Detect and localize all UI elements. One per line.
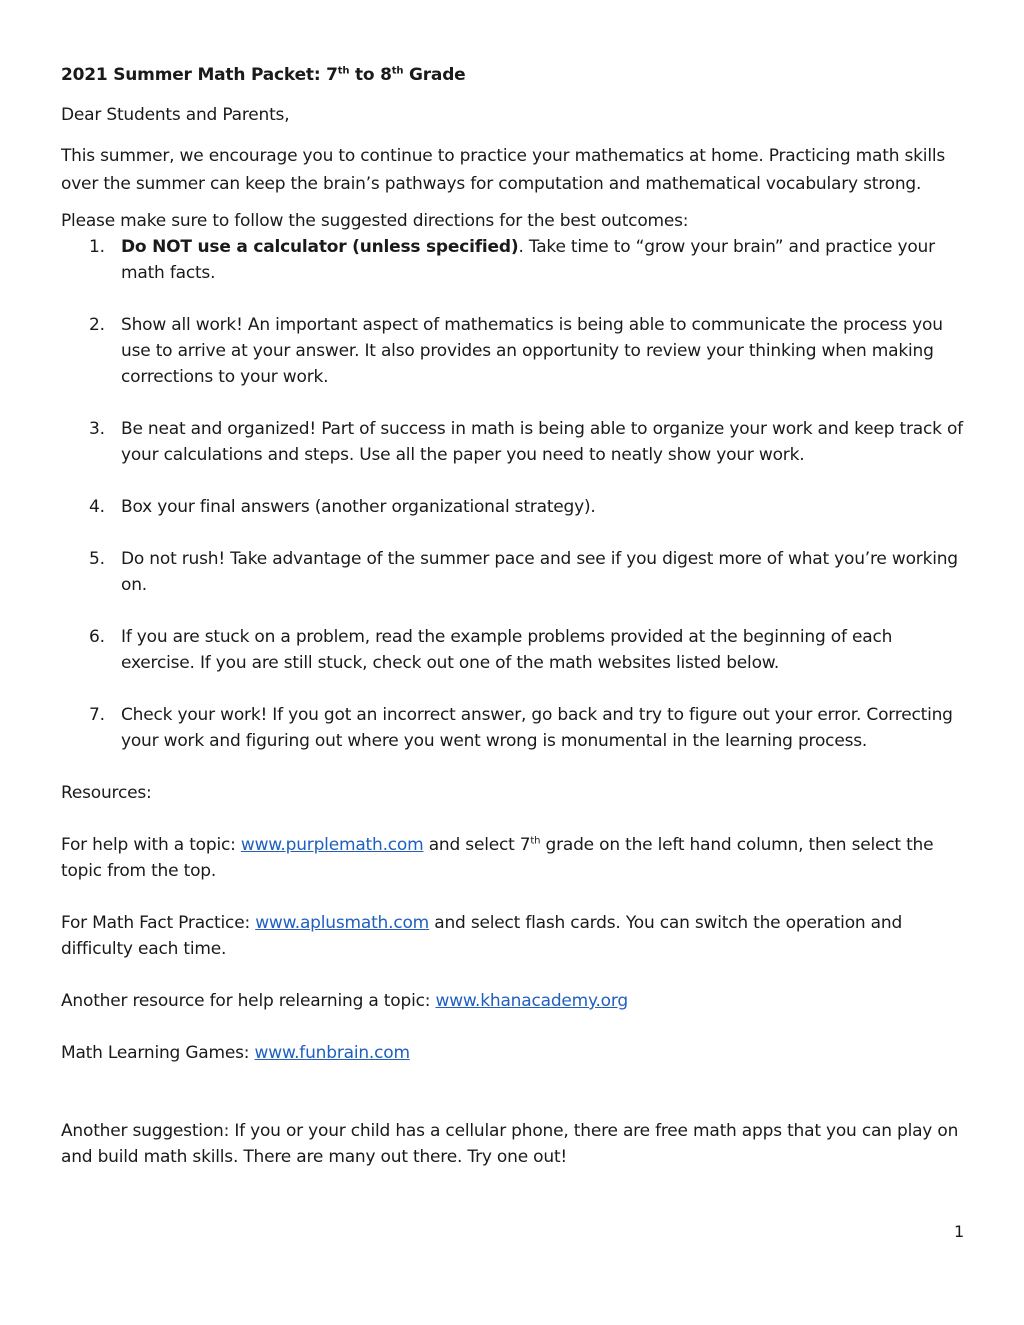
suggestion-paragraph: Another suggestion: If you or your child has a cellular phone, there are free math apps that you can play on and build math skills. There are many out there. Try one out! [61, 1121, 959, 1167]
resource-text: Another resource for help relearning a topic: [61, 991, 436, 1011]
resources-heading: Resources: [61, 783, 152, 803]
list-item-text: Do not rush! Take advantage of the summer pace and see if you digest more of what you’re working on. [121, 549, 958, 595]
list-number: 6. [89, 627, 105, 647]
list-item [61, 416, 965, 468]
resource-funbrain [61, 1040, 965, 1066]
list-item-text: Check your work! If you got an incorrect answer, go back and try to figure out your error. Correcting your work and figuring out where you went wrong is monumental in the learning process. [121, 705, 953, 751]
resource-text: and select flash cards. You can switch the operation and difficulty each time. [61, 913, 903, 959]
list-number: 1. [89, 237, 105, 257]
list-item [61, 546, 965, 598]
list-item [61, 494, 965, 520]
document-page [61, 62, 965, 1170]
list-item [61, 312, 965, 390]
directions-lead: Please make sure to follow the suggested directions for the best outcomes: [61, 211, 689, 231]
resource-text: and select 7 [423, 835, 531, 855]
title-superscript-2: th [391, 65, 404, 77]
resource-text: For help with a topic: [61, 835, 241, 855]
funbrain-link[interactable]: www.funbrain.com [254, 1043, 410, 1063]
resource-text: For Math Fact Practice: [61, 913, 256, 933]
title-suffix: Grade [403, 65, 466, 85]
list-number: 5. [89, 549, 105, 569]
list-number: 4. [89, 497, 105, 517]
greeting: Dear Students and Parents, [61, 105, 290, 125]
intro-paragraph: This summer, we encourage you to continue to practice your mathematics at home. Practicing math skills over the summer can keep the brain’s pathways for computation and mathematical vocabulary strong. [61, 146, 946, 194]
title-prefix: 2021 Summer Math Packet: 7 [61, 65, 338, 85]
list-number: 7. [89, 705, 105, 725]
khanacademy-link[interactable]: www.khanacademy.org [435, 991, 628, 1011]
aplusmath-link[interactable]: www.aplusmath.com [255, 913, 430, 933]
resource-khanacademy [61, 988, 965, 1014]
resource-purplemath [61, 832, 965, 884]
list-item-bold: Do NOT use a calculator (unless specified) [121, 237, 519, 257]
list-item-text: Be neat and organized! Part of success in math is being able to organize your work and keep track of your calculations and steps. Use all the paper you need to neatly show your work. [121, 419, 963, 465]
page-title [61, 62, 965, 88]
title-superscript-1: th [337, 65, 350, 77]
resource-text: grade on the left hand column, then select the topic from the top. [61, 835, 934, 881]
list-item-text: If you are stuck on a problem, read the example problems provided at the beginning of each exercise. If you are still stuck, check out one of the math websites listed below. [121, 627, 893, 673]
list-number: 2. [89, 315, 105, 335]
list-item [61, 624, 965, 676]
page-number: 1 [954, 1222, 965, 1241]
list-number: 3. [89, 419, 105, 439]
resource-text: Math Learning Games: [61, 1043, 255, 1063]
list-item [61, 702, 965, 754]
list-item-text: . Take time to “grow your brain” and practice your math facts. [121, 237, 935, 283]
resource-aplusmath [61, 910, 965, 962]
list-item [61, 234, 965, 286]
purplemath-link[interactable]: www.purplemath.com [240, 835, 424, 855]
title-middle: to 8 [349, 65, 392, 85]
directions-list [61, 234, 965, 754]
list-item-text: Box your final answers (another organizational strategy). [121, 497, 596, 517]
resource-superscript: th [530, 835, 541, 847]
list-item-text: Show all work! An important aspect of mathematics is being able to communicate the process you use to arrive at your answer. It also provides an opportunity to review your thinking when making corrections to your work. [121, 315, 943, 387]
